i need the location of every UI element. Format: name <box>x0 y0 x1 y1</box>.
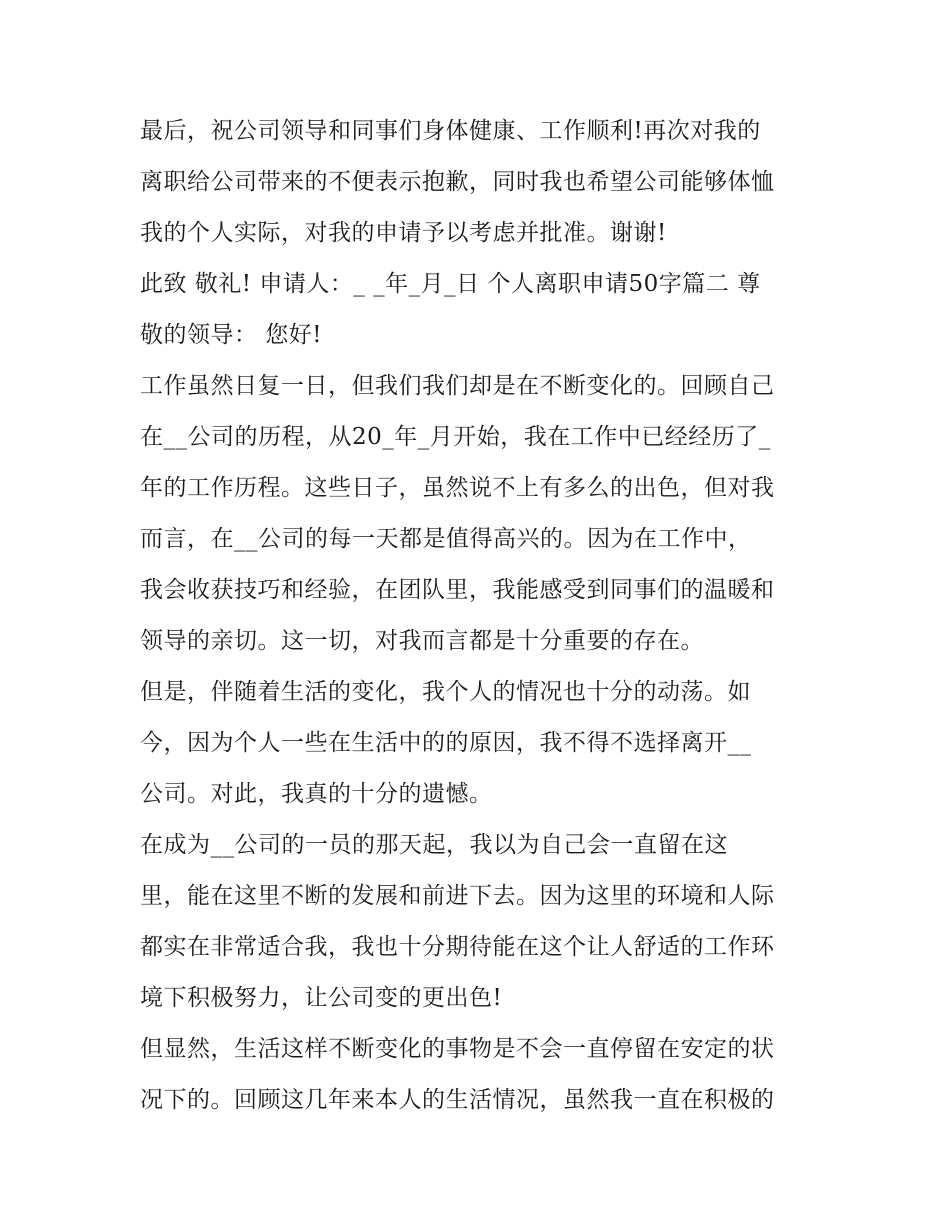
text-line: 我的个人实际，对我的申请予以考虑并批准。谢谢! <box>140 220 667 246</box>
text-line: 但显然，生活这样不断变化的事物是不会一直停留在安定的状 <box>140 1036 775 1062</box>
text-line: 领导的亲切。这一切，对我而言都是十分重要的存在。 <box>140 628 704 654</box>
text-line: 我会收获技巧和经验，在团队里，我能感受到同事们的温暖和 <box>140 577 775 603</box>
text-line: 此致 敬礼! 申请人：_ _年_月_日 个人离职申请50字篇二 尊 <box>140 271 761 297</box>
text-line: 今，因为个人一些在生活中的的原因，我不得不选择离开__ <box>140 730 752 756</box>
text-line: 而言，在__公司的每一天都是值得高兴的。因为在工作中， <box>140 526 752 552</box>
text-line: 在成为__公司的一员的那天起，我以为自己会一直留在这 <box>140 832 728 858</box>
text-line: 在__公司的历程，从20_年_月开始，我在工作中已经经历了_ <box>140 424 771 450</box>
text-line: 工作虽然日复一日，但我们我们却是在不断变化的。回顾自己 <box>140 373 775 399</box>
text-line: 况下的。回顾这几年来本人的生活情况，虽然我一直在积极的 <box>140 1087 775 1113</box>
text-line: 都实在非常适合我，我也十分期待能在这个让人舒适的工作环 <box>140 934 775 960</box>
text-line: 里，能在这里不断的发展和前进下去。因为这里的环境和人际 <box>140 883 775 909</box>
text-line: 最后，祝公司领导和同事们身体健康、工作顺利!再次对我的 <box>140 118 761 144</box>
text-line: 年的工作历程。这些日子，虽然说不上有多么的出色，但对我 <box>140 475 775 501</box>
document-body <box>140 106 812 1126</box>
text-line: 境下积极努力，让公司变的更出色! <box>140 985 503 1011</box>
text-line: 敬的领导： 您好! <box>140 322 323 348</box>
text-line: 但是，伴随着生活的变化，我个人的情况也十分的动荡。如 <box>140 679 751 705</box>
text-line: 公司。对此，我真的十分的遗憾。 <box>140 781 493 807</box>
text-line: 离职给公司带来的不便表示抱歉，同时我也希望公司能够体恤 <box>140 169 775 195</box>
